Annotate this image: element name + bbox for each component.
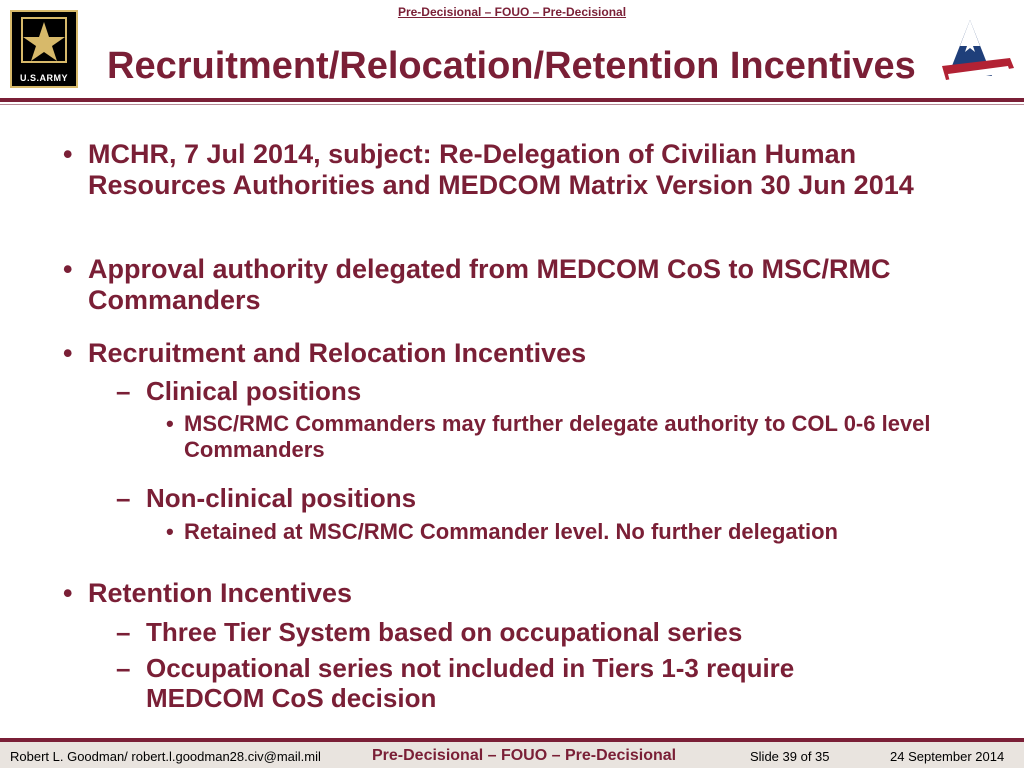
top-classification-banner: Pre-Decisional – FOUO – Pre-Decisional (397, 5, 627, 19)
dash-marker: – (116, 376, 131, 406)
bullet-marker: • (166, 411, 174, 436)
bullet-text: MCHR, 7 Jul 2014, subject: Re-Delegation of Civilian Human Resources Authorities and MEDCOM Matrix Version 30 Jun 2014 (88, 139, 914, 200)
footer-slide-number: Slide 39 of 35 (750, 749, 830, 764)
medcom-logo (930, 18, 1018, 88)
army-star-icon (12, 12, 76, 72)
bullet-l1 (63, 254, 928, 316)
slide-footer (0, 742, 1024, 768)
us-army-logo (10, 10, 78, 88)
bullet-marker: • (63, 139, 73, 169)
footer-classification: Pre-Decisional – FOUO – Pre-Decisional (372, 747, 677, 764)
header-divider (0, 98, 1024, 102)
slide-title: Recruitment/Relocation/Retention Incentives (107, 45, 916, 87)
bullet-text: Retention Incentives (88, 578, 353, 608)
bullet-l1 (63, 338, 928, 369)
bullet-l3 (166, 519, 874, 545)
footer-author: Robert L. Goodman/ robert.l.goodman28.civ@mail.mil (10, 749, 321, 764)
bullet-marker: • (63, 254, 73, 284)
dash-marker: – (116, 653, 131, 683)
dash-marker: – (116, 617, 131, 647)
bullet-l2 (116, 483, 926, 513)
bullet-text: Three Tier System based on occupational series (146, 617, 743, 647)
bullet-text: Recruitment and Relocation Incentives (88, 338, 587, 368)
army-logo-label: U.S.ARMY (19, 73, 68, 83)
bullet-l1 (63, 578, 928, 609)
bullet-text: MSC/RMC Commanders may further delegate authority to COL 0-6 level Commanders (184, 411, 931, 462)
bullet-text: Occupational series not included in Tiers 1-3 require MEDCOM CoS decision (146, 653, 795, 713)
bullet-l2 (116, 653, 906, 713)
bullet-marker: • (63, 338, 73, 368)
bullet-marker: • (63, 578, 73, 608)
bullet-text: Approval authority delegated from MEDCOM CoS to MSC/RMC Commanders (88, 254, 891, 315)
bullet-text: Clinical positions (146, 376, 362, 406)
header-divider-thin (0, 104, 1024, 105)
bullet-l2 (116, 376, 926, 406)
dash-marker: – (116, 483, 131, 513)
bullet-l3 (166, 411, 944, 463)
bullet-text: Non-clinical positions (146, 483, 417, 513)
footer-date: 24 September 2014 (890, 749, 1005, 764)
bullet-l1 (63, 139, 928, 201)
bullet-text: Retained at MSC/RMC Commander level. No further delegation (184, 519, 838, 544)
bullet-marker: • (166, 519, 174, 544)
bullet-l2 (116, 617, 926, 647)
